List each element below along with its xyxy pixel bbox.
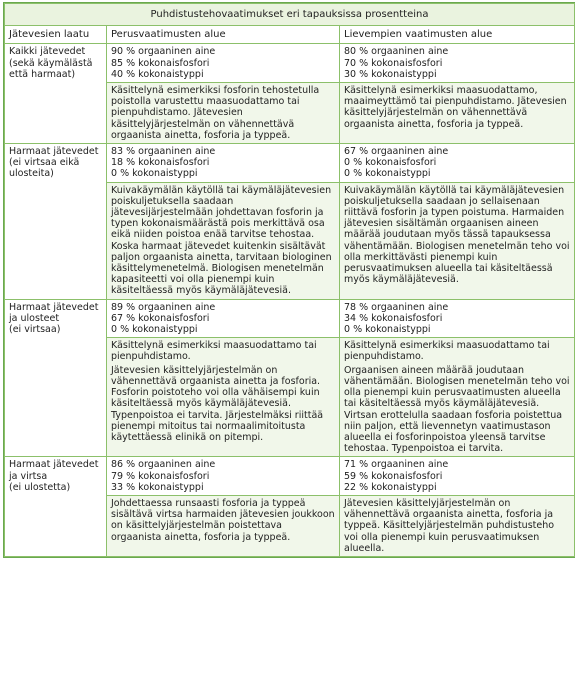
table-row <box>5 299 575 338</box>
description-text: Johdettaessa runsaasti fosforia ja typpeä sisältävä virtsa harmaiden jätevesien joukkoon on käsittelyjärjestelmän poistettava orgaanista ainetta, fosforia ja typpeä. <box>111 497 335 543</box>
row-label-line: ja virtsa <box>9 470 48 482</box>
table-title: Puhdistustehovaatimukset eri tapauksissa prosentteina <box>5 4 575 26</box>
row-label-line: (ei ulostetta) <box>9 481 71 493</box>
table-row <box>5 144 575 183</box>
description-text: Käsittelynä esimerkiksi maasuodattamo tai pienpuhdistamo. <box>344 340 550 363</box>
value-line: 0 % kokonaistyppi <box>111 324 198 336</box>
basic-values-cell <box>107 144 340 183</box>
description-text: Kuivakäymälän käytöllä tai käymäläjätevesien poiskuljetuksella saadaan jo sellaisenaan riittävä fosforin ja typen poistuma. Harmaiden jätevesien sisältämän orgaanisen aineen määrää joudutaan myös tässä tapauksessa vähentämään. Biologisen menetelmän teho voi olla merkittävästi pienempi kuin perusvaatimuksen alueella tai käsiteltäessä myös käymäläjätevesiä. <box>344 184 570 286</box>
row-label-line: Harmaat jätevedet <box>9 301 99 313</box>
requirements-table-frame <box>3 2 575 558</box>
value-line: 34 % kokonaisfosfori <box>344 312 443 324</box>
value-line: 70 % kokonaisfosfori <box>344 57 443 69</box>
row-label-line: ja ulosteet <box>9 312 60 324</box>
table-header-row <box>5 26 575 44</box>
treatment-requirements-table <box>4 3 575 557</box>
value-line: 85 % kokonaisfosfori <box>111 57 210 69</box>
value-line: 40 % kokonaistyppi <box>111 68 204 80</box>
mild-description-cell <box>340 338 575 457</box>
row-label-line: ulosteita) <box>9 168 54 180</box>
value-line: 30 % kokonaistyppi <box>344 68 437 80</box>
basic-values-cell <box>107 457 340 496</box>
value-line: 90 % orgaaninen aine <box>111 46 216 58</box>
mild-values-cell <box>340 457 575 496</box>
header-wastewater-type: Jätevesien laatu <box>5 26 107 44</box>
basic-description-cell <box>107 182 340 299</box>
wastewater-type-cell <box>5 144 107 300</box>
wastewater-type-cell <box>5 299 107 457</box>
basic-description-cell <box>107 495 340 556</box>
table-row <box>5 457 575 496</box>
mild-values-cell <box>340 44 575 83</box>
table-title-row <box>5 4 575 26</box>
description-text: Käsittelynä esimerkiksi maasuodattamo, maaimeyttämö tai pienpuhdistamo. Jätevesien käsittelyjärjestelmän on vähennettävä orgaanista ainetta, fosforia ja typpeä. <box>344 85 567 130</box>
basic-values-cell <box>107 299 340 338</box>
mild-description-cell <box>340 83 575 144</box>
value-line: 89 % orgaaninen aine <box>111 301 216 313</box>
basic-description-cell <box>107 83 340 144</box>
mild-description-cell <box>340 495 575 556</box>
value-line: 80 % orgaaninen aine <box>344 46 449 58</box>
wastewater-type-cell <box>5 44 107 144</box>
mild-description-cell <box>340 182 575 299</box>
row-label-line: Harmaat jätevedet <box>9 146 99 158</box>
header-mild-requirements: Lievempien vaatimusten alue <box>340 26 575 44</box>
value-line: 83 % orgaaninen aine <box>111 146 216 158</box>
value-line: 79 % kokonaisfosfori <box>111 470 210 482</box>
description-text: Jätevesien käsittelyjärjestelmän on vähennettävä orgaanista ainetta, fosforia ja typpeä. Käsittelyjärjestelmän puhdistusteho voi olla pienempi kuin perusvaatimuksen alueella. <box>344 497 555 554</box>
basic-values-cell <box>107 44 340 83</box>
value-line: 71 % orgaaninen aine <box>344 459 449 471</box>
value-line: 86 % orgaaninen aine <box>111 459 216 471</box>
description-text: Kuivakäymälän käytöllä tai käymäläjätevesien poiskuljetuksella saadaan jätevesijärjestelmään johdettavan fosforin ja typen kokonaismäärästä pois merkittävä osa eikä niiden poistoa enää tarvitse tehostaa. Koska harmaat jätevedet kuitenkin sisältävät paljon orgaanista ainetta, tarvitaan biologinen käsittelymenetelmä. Biologisen menetelmän kapasiteetti voi olla pienempi kuin käsiteltäessä myös käymäläjätevesiä. <box>111 184 332 297</box>
value-line: 33 % kokonaistyppi <box>111 481 204 493</box>
row-label-line: Kaikki jätevedet <box>9 46 86 58</box>
value-line: 0 % kokonaisfosfori <box>344 157 437 169</box>
header-basic-requirements: Perusvaatimusten alue <box>107 26 340 44</box>
row-label-line: (ei virtsaa eikä <box>9 157 80 169</box>
description-text: Käsittelynä esimerkiksi fosforin tehostetulla poistolla varustettu maasuodattamo tai pienpuhdistamo. Jätevesien käsittelyjärjestelmän on vähennettävä orgaanista ainetta, fosforia ja typpeä. <box>111 85 320 141</box>
value-line: 59 % kokonaisfosfori <box>344 470 443 482</box>
basic-description-cell <box>107 338 340 457</box>
value-line: 67 % orgaaninen aine <box>344 146 449 158</box>
description-text: Käsittelynä esimerkiksi maasuodattamo tai pienpuhdistamo. <box>111 340 317 363</box>
row-label-line: Harmaat jätevedet <box>9 459 99 471</box>
description-text: Orgaanisen aineen määrää joudutaan vähentämään. Biologisen menetelmän teho voi olla pienempi kuin perusvaatimusten alueella tai käsiteltäessä myös käymäläjätevesiä. Virtsan erottelulla saadaan fosforia poistettua niin paljon, että lievennetyn vaatimustason alueella ei fosforinpoistoa yleensä tarvitse tehostaa. Typenpoistoa ei tarvita. <box>344 364 570 455</box>
value-line: 67 % kokonaisfosfori <box>111 312 210 324</box>
value-line: 0 % kokonaistyppi <box>344 324 431 336</box>
row-label-line: (sekä käymälästä <box>9 57 93 69</box>
wastewater-type-cell <box>5 457 107 557</box>
value-line: 0 % kokonaistyppi <box>111 168 198 180</box>
value-line: 18 % kokonaisfosfori <box>111 157 210 169</box>
description-text: Jätevesien käsittelyjärjestelmän on vähennettävä orgaanista ainetta ja fosforia. Fosforin poistoteho voi olla vähäisempi kuin käsiteltäessä myös käymäläjätevesiä. Typenpoistoa ei tarvita. Järjestelmäksi riittää pienempi mitoitus tai normaalimitoitusta käytettäessä elinikä on pitempi. <box>111 364 324 443</box>
value-line: 78 % orgaaninen aine <box>344 301 449 313</box>
row-label-line: että harmaat) <box>9 68 76 80</box>
value-line: 22 % kokonaistyppi <box>344 481 437 493</box>
mild-values-cell <box>340 144 575 183</box>
mild-values-cell <box>340 299 575 338</box>
table-row <box>5 44 575 83</box>
value-line: 0 % kokonaistyppi <box>344 168 431 180</box>
row-label-line: (ei virtsaa) <box>9 324 61 336</box>
